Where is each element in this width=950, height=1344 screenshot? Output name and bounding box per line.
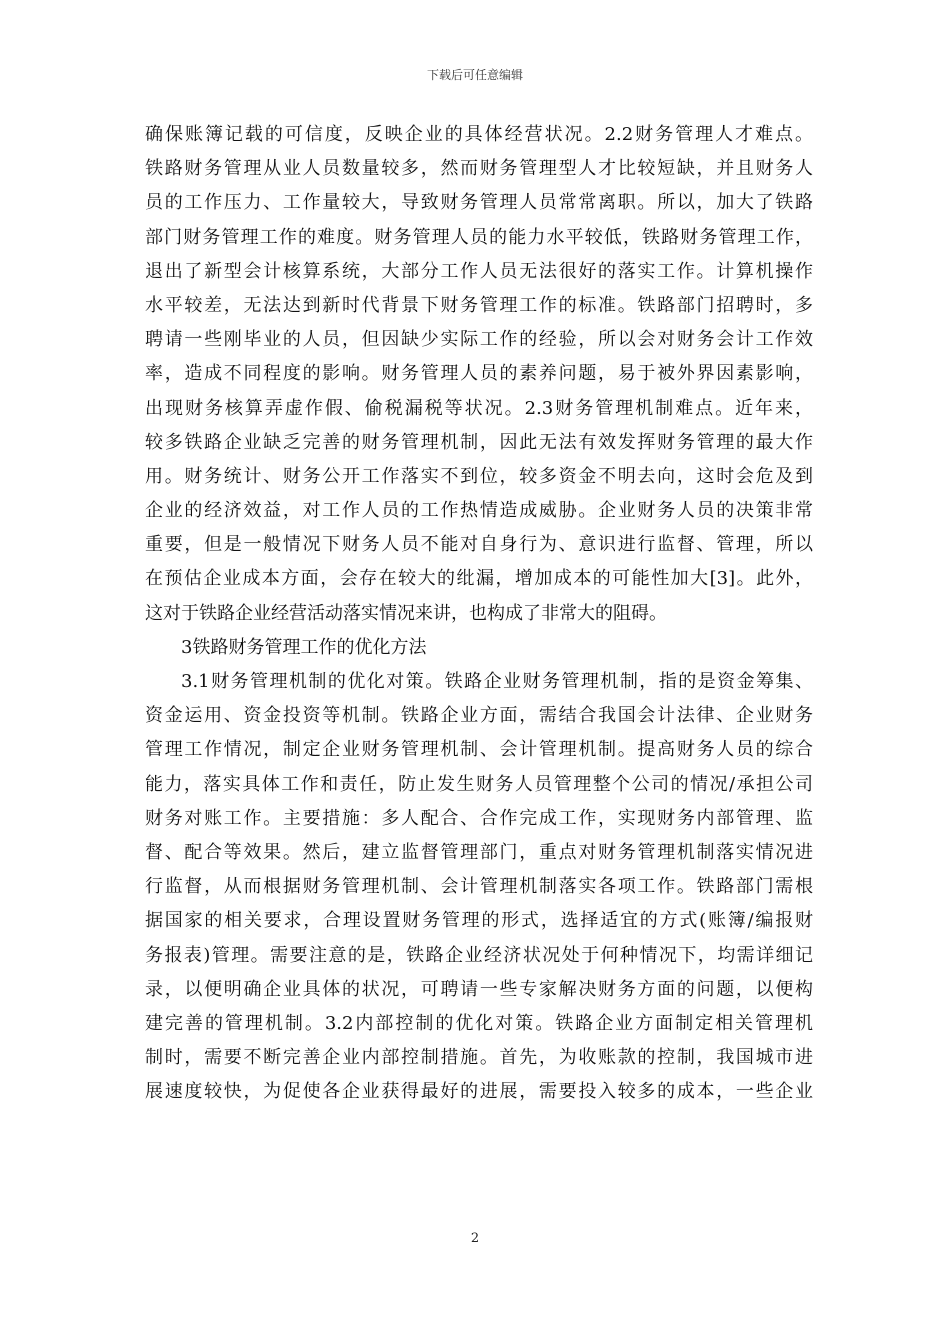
body-line: 出现财务核算弄虚作假、偷税漏税等状况。2.3财务管理机制难点。近年来， <box>145 397 813 419</box>
body-line: 水平较差，无法达到新时代背景下财务管理工作的标准。铁路部门招聘时，多 <box>145 294 813 316</box>
body-line: 率，造成不同程度的影响。财务管理人员的素养问题，易于被外界因素影响， <box>145 363 813 385</box>
body-line: 展速度较快，为促使各企业获得最好的进展，需要投入较多的成本，一些企业 <box>145 1081 813 1103</box>
body-line: 退出了新型会计核算系统，大部分工作人员无法很好的落实工作。计算机操作 <box>145 260 813 282</box>
body-line: 督、配合等效果。然后，建立监督管理部门，重点对财务管理机制落实情况进 <box>145 841 813 863</box>
body-line: 员的工作压力、工作量较大，导致财务管理人员常常离职。所以，加大了铁路 <box>145 192 813 214</box>
body-line: 管理工作情况，制定企业财务管理机制、会计管理机制。提高财务人员的综合 <box>145 739 813 761</box>
body-line: 建完善的管理机制。3.2内部控制的优化对策。铁路企业方面制定相关管理机 <box>145 1012 813 1034</box>
body-line: 确保账簿记载的可信度，反映企业的具体经营状况。2.2财务管理人才难点。 <box>145 124 813 145</box>
body-line: 行监督，从而根据财务管理机制、会计管理机制落实各项工作。铁路部门需根 <box>145 876 813 898</box>
body-line: 制时，需要不断完善企业内部控制措施。首先，为收账款的控制，我国城市进 <box>145 1047 813 1069</box>
body-line: 企业的经济效益，对工作人员的工作热情造成威胁。企业财务人员的决策非常 <box>145 500 813 522</box>
page-number: 2 <box>470 1231 480 1246</box>
body-line: 用。财务统计、财务公开工作落实不到位，较多资金不明去向，这时会危及到 <box>145 465 813 487</box>
page-header: 下载后可任意编辑 <box>426 68 523 82</box>
body-line: 录，以便明确企业具体的状况，可聘请一些专家解决财务方面的问题，以便构 <box>145 978 813 1000</box>
body-line: 这对于铁路企业经营活动落实情况来讲，也构成了非常大的阻碍。 <box>145 602 667 624</box>
section-heading: 3铁路财务管理工作的优化方法 <box>181 636 427 658</box>
body-line: 在预估企业成本方面，会存在较大的纰漏，增加成本的可能性加大[3]。此外， <box>145 568 813 590</box>
body-line: 财务对账工作。主要措施：多人配合、合作完成工作，实现财务内部管理、监 <box>145 807 813 829</box>
body-line: 聘请一些刚毕业的人员，但因缺少实际工作的经验，所以会对财务会计工作效 <box>145 329 813 351</box>
body-line: 3.1财务管理机制的优化对策。铁路企业财务管理机制，指的是资金筹集、 <box>181 671 813 692</box>
document-body <box>145 118 813 1109</box>
body-line: 据国家的相关要求，合理设置财务管理的形式，选择适宜的方式(账簿/编报财 <box>145 910 813 932</box>
body-line: 重要，但是一般情况下财务人员不能对自身行为、意识进行监督、管理，所以 <box>145 534 813 556</box>
body-line: 务报表)管理。需要注意的是，铁路企业经济状况处于何种情况下，均需详细记 <box>145 944 813 966</box>
body-line: 能力，落实具体工作和责任，防止发生财务人员管理整个公司的情况/承担公司 <box>145 773 813 795</box>
body-line: 铁路财务管理从业人员数量较多，然而财务管理型人才比较短缺，并且财务人 <box>145 158 813 180</box>
body-line: 资金运用、资金投资等机制。铁路企业方面，需结合我国会计法律、企业财务 <box>145 705 813 727</box>
body-line: 较多铁路企业缺乏完善的财务管理机制，因此无法有效发挥财务管理的最大作 <box>145 431 813 453</box>
body-line: 部门财务管理工作的难度。财务管理人员的能力水平较低，铁路财务管理工作， <box>145 226 813 248</box>
